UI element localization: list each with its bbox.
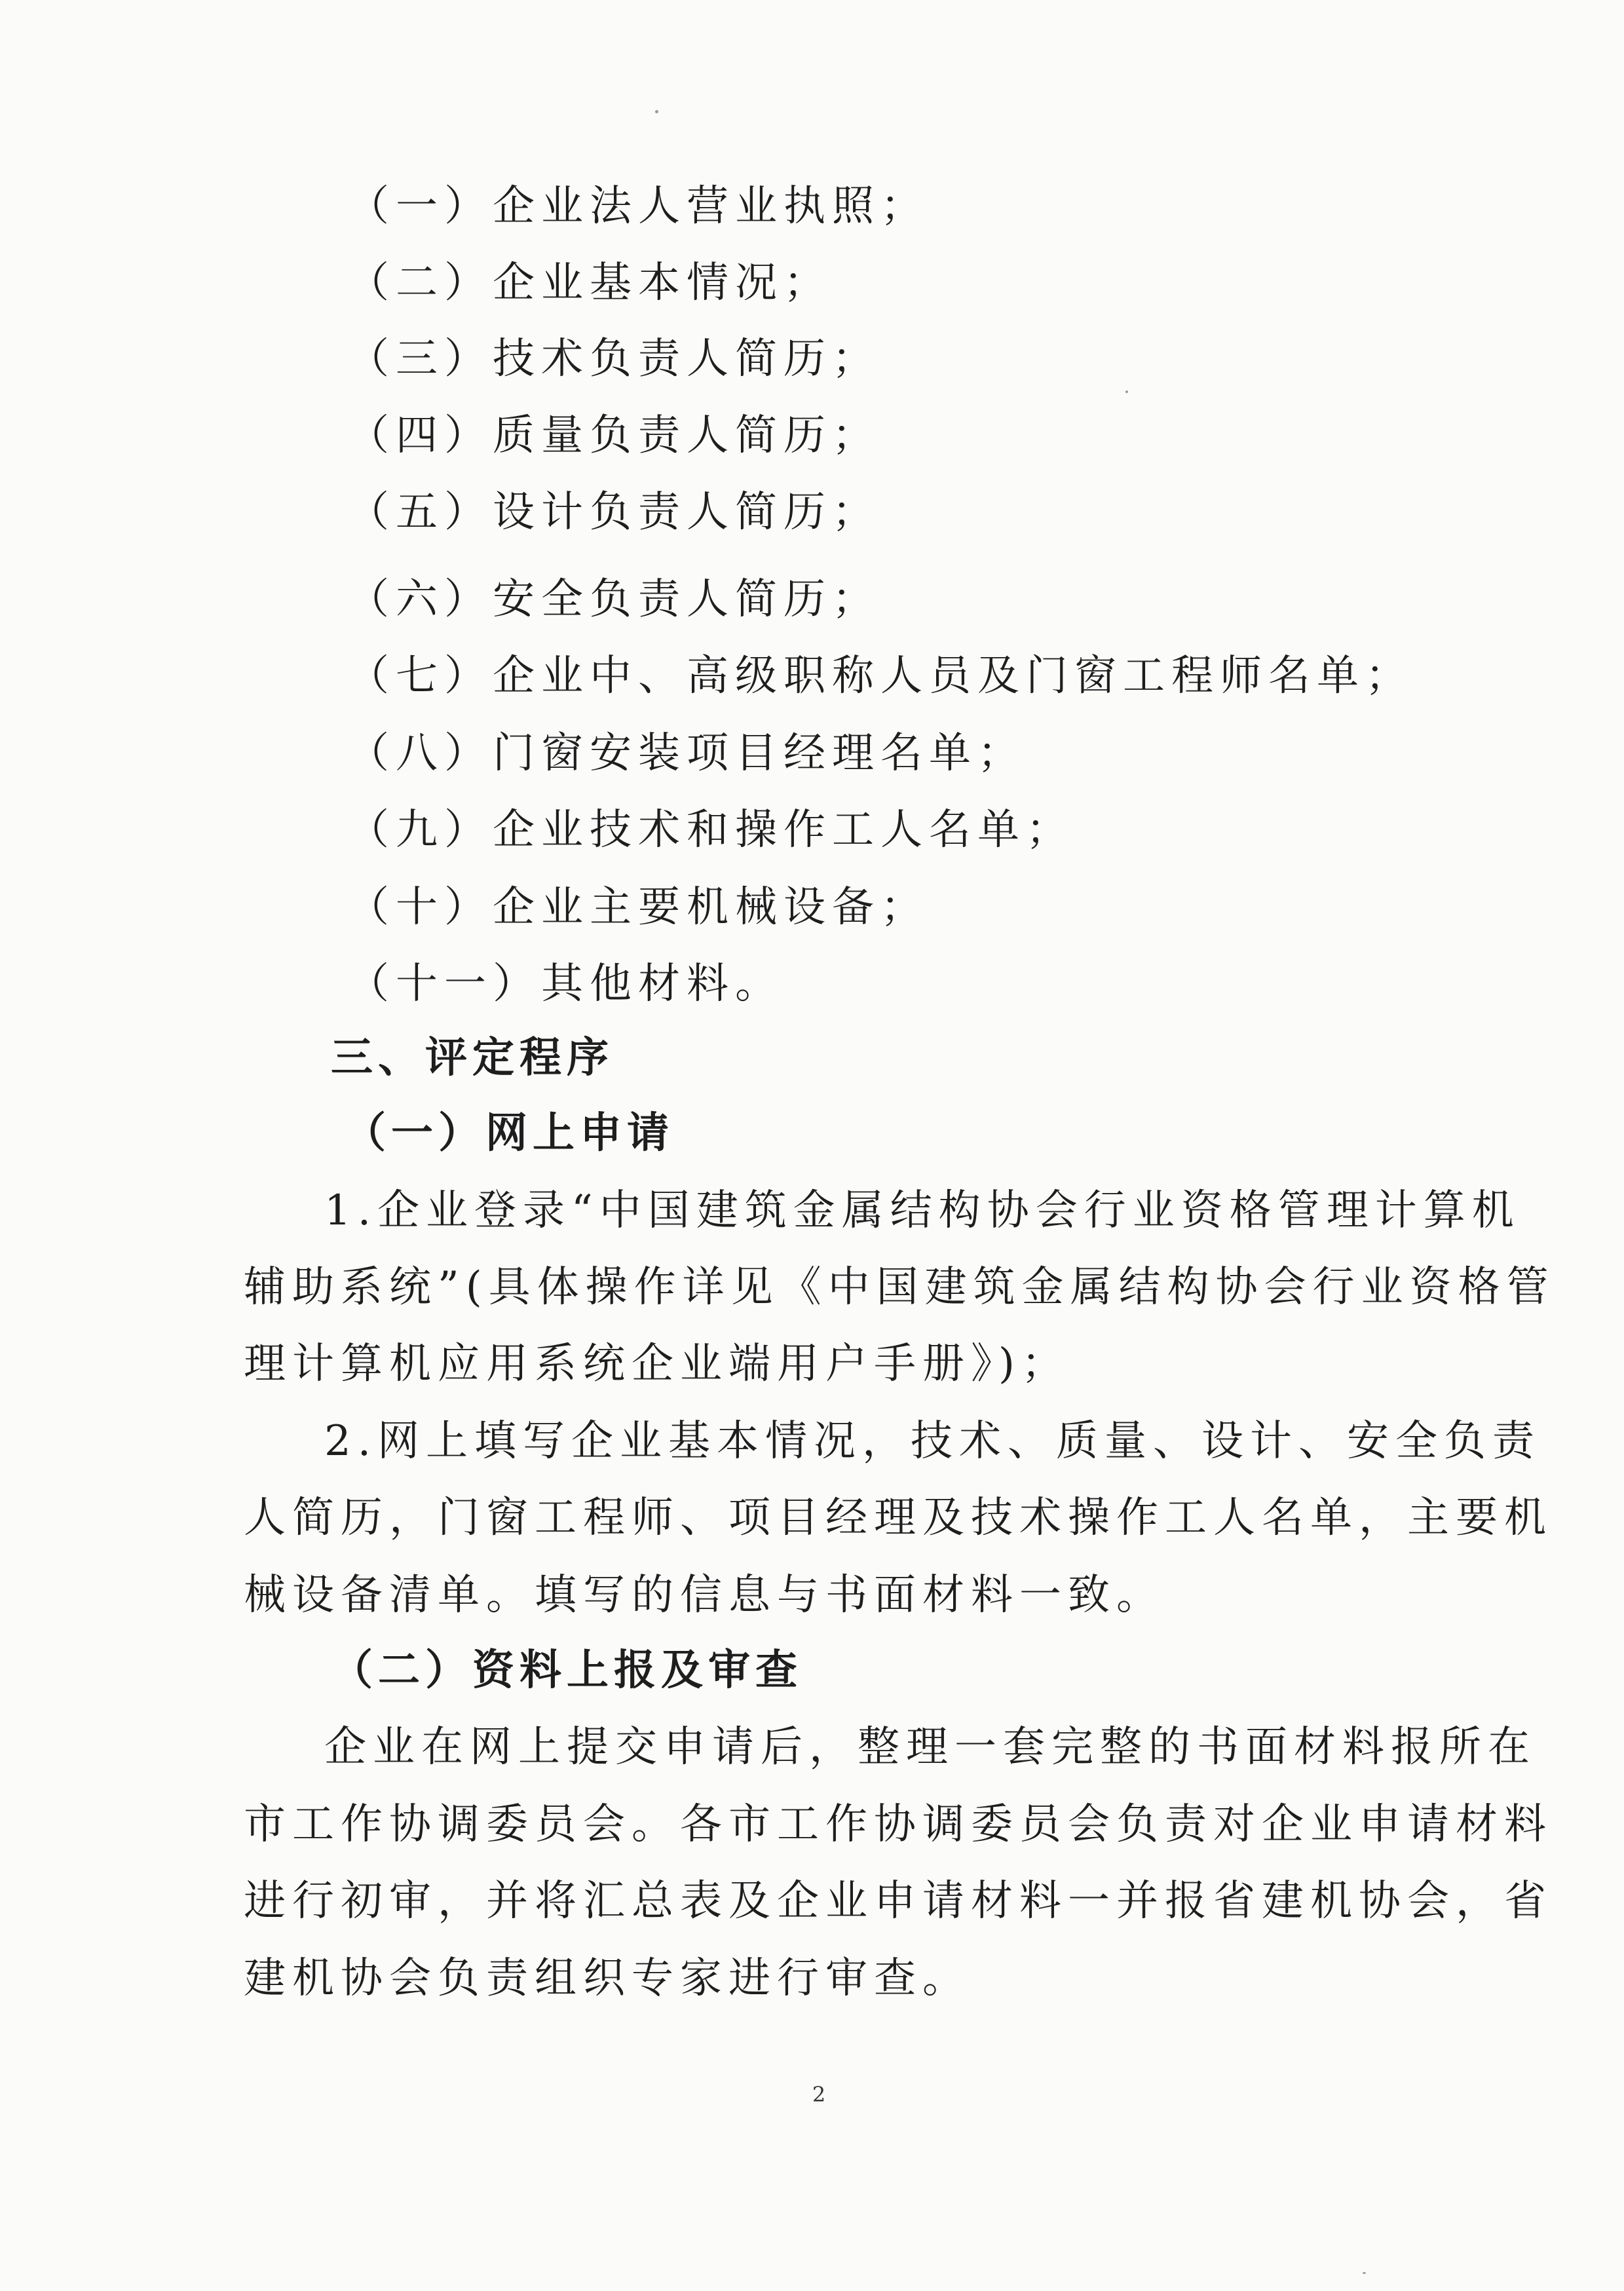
paragraph-line: 械设备清单。填写的信息与书面材料一致。 [244,1571,1165,1619]
subsection-heading: （一）网上申请 [344,1109,674,1158]
list-item: （一）企业法人营业执照； [347,182,929,231]
scan-speck [1125,390,1128,393]
paragraph-line: 2.网上填写企业基本情况，技术、质量、设计、安全负责 [324,1417,1541,1466]
section-heading: 三、评定程序 [331,1034,614,1082]
list-item: （五）设计负责人简历； [347,488,880,537]
scan-speck [1363,2272,1366,2274]
subsection-heading: （二）资料上报及审查 [331,1646,803,1695]
list-item: （六）安全负责人简历； [347,575,880,624]
scan-speck [655,110,658,113]
list-item: （七）企业中、高级职称人员及门窗工程师名单； [347,652,1414,700]
paragraph-line: 进行初审，并将汇总表及企业申请材料一并报省建机协会，省 [244,1877,1553,1925]
list-item: （九）企业技术和操作工人名单； [347,806,1074,854]
paragraph-line: 市工作协调委员会。各市工作协调委员会负责对企业申请材料 [244,1800,1553,1849]
paragraph-line: 辅助系统”(具体操作详见《中国建筑金属结构协会行业资格管 [244,1263,1555,1312]
list-item: （八）门窗安装项目经理名单； [347,729,1026,778]
page-number: 2 [812,2082,826,2107]
paragraph-line: 企业在网上提交申请后，整理一套完整的书面材料报所在 [324,1723,1536,1771]
list-item: （十）企业主要机械设备； [347,883,929,932]
paragraph-line: 建机协会负责组织专家进行审查。 [244,1954,971,2003]
paragraph-line: 人简历，门窗工程师、项目经理及技术操作工人名单，主要机 [244,1494,1553,1542]
list-item: （十一）其他材料。 [347,960,784,1008]
paragraph-line: 1.企业登录“中国建筑金属结构协会行业资格管理计算机 [324,1186,1520,1235]
list-item: （三）技术负责人简历； [347,335,880,383]
list-item: （四）质量负责人简历； [347,411,880,460]
paragraph-line: 理计算机应用系统企业端用户手册》)； [244,1340,1070,1388]
list-item: （二）企业基本情况； [347,259,832,307]
